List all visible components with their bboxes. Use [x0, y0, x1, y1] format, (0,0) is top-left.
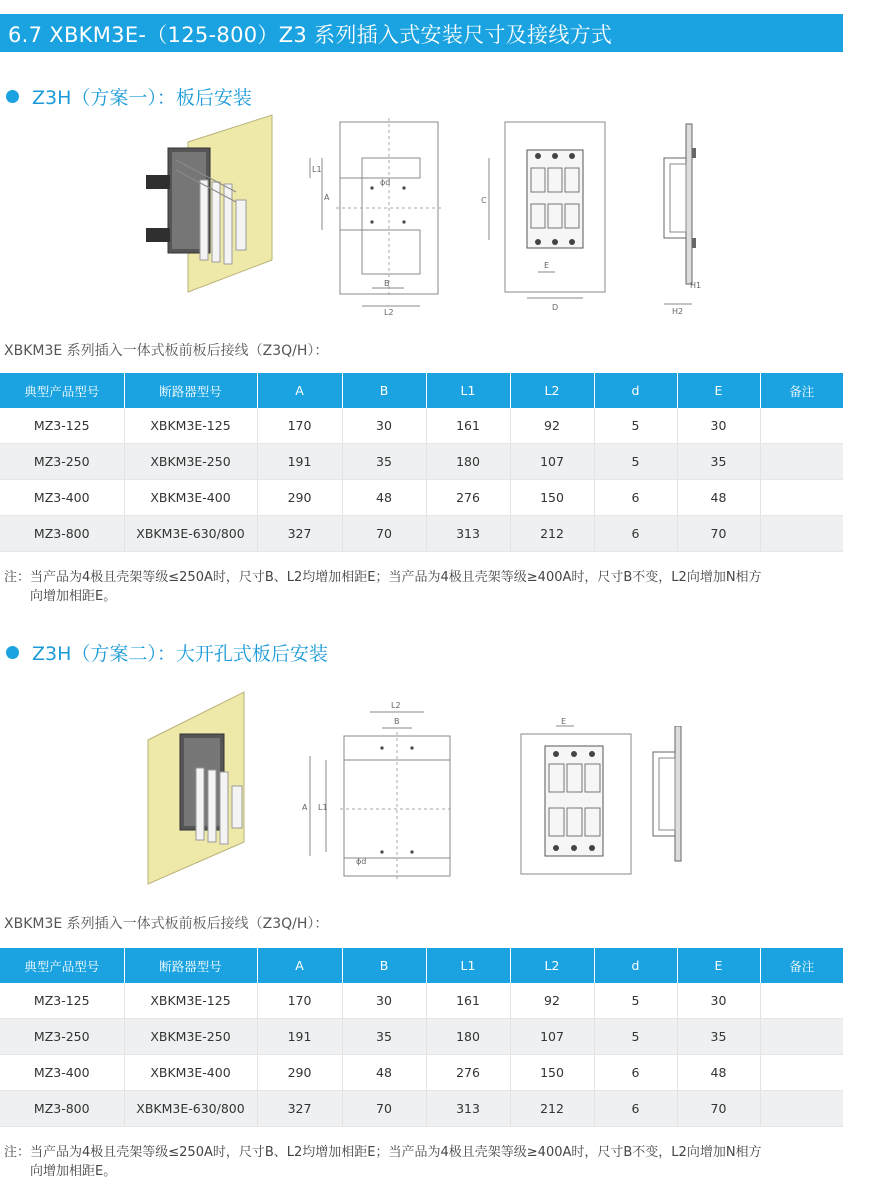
- table-header-row: [0, 373, 843, 408]
- bullet-dot-icon: [6, 90, 19, 103]
- cell-d: 5: [594, 983, 677, 1019]
- cell-L2: 150: [510, 480, 594, 516]
- col-header-A: A: [257, 948, 342, 983]
- cell-L1: 161: [426, 408, 510, 444]
- note-line-2: 向增加相距E。: [30, 1164, 117, 1179]
- table-row: [0, 983, 843, 1019]
- cell-E: 48: [677, 480, 760, 516]
- dim-label-d-2: ϕd: [356, 857, 367, 866]
- cell-E: 30: [677, 408, 760, 444]
- table-1-subtitle: XBKM3E 系列插入一体式板前板后接线（Z3Q/H）：: [4, 343, 329, 359]
- table-2-note: [4, 1143, 844, 1181]
- cell-L1: 180: [426, 444, 510, 480]
- cell-E: 35: [677, 1019, 760, 1055]
- cell-remark: [760, 983, 843, 1019]
- col-header-L1: L1: [426, 373, 510, 408]
- cell-B: 70: [342, 516, 426, 552]
- col-header-L2: L2: [510, 948, 594, 983]
- cell-product-model: MZ3-800: [0, 1091, 124, 1127]
- dim-label-A: A: [324, 193, 330, 202]
- cell-L2: 150: [510, 1055, 594, 1091]
- cell-A: 170: [257, 408, 342, 444]
- table-row: [0, 516, 843, 552]
- dim-label-E: E: [544, 261, 550, 270]
- cell-product-model: MZ3-250: [0, 1019, 124, 1055]
- cell-E: 70: [677, 516, 760, 552]
- table-row: [0, 444, 843, 480]
- table-row: [0, 480, 843, 516]
- col-header-L2: L2: [510, 373, 594, 408]
- section-1-heading-text: Z3H（方案一）：板后安装: [32, 87, 252, 109]
- cell-A: 170: [257, 983, 342, 1019]
- table-row: [0, 1055, 843, 1091]
- dim-label-C: C: [481, 196, 487, 205]
- col-header-E: E: [677, 948, 760, 983]
- table-row: [0, 1019, 843, 1055]
- cell-d: 6: [594, 1055, 677, 1091]
- cell-E: 48: [677, 1055, 760, 1091]
- cell-L1: 313: [426, 516, 510, 552]
- dim-label-L2: L2: [384, 308, 394, 317]
- cell-L1: 180: [426, 1019, 510, 1055]
- cell-breaker-model: XBKM3E-400: [124, 1055, 257, 1091]
- col-header-d: d: [594, 373, 677, 408]
- cell-L2: 107: [510, 444, 594, 480]
- cell-d: 6: [594, 1091, 677, 1127]
- cell-L2: 92: [510, 983, 594, 1019]
- cell-remark: [760, 1091, 843, 1127]
- cell-breaker-model: XBKM3E-630/800: [124, 1091, 257, 1127]
- cell-breaker-model: XBKM3E-630/800: [124, 516, 257, 552]
- cell-product-model: MZ3-125: [0, 408, 124, 444]
- dim-label-L2-2: L2: [391, 701, 401, 710]
- cell-product-model: MZ3-400: [0, 1055, 124, 1091]
- cell-breaker-model: XBKM3E-250: [124, 444, 257, 480]
- cell-L2: 92: [510, 408, 594, 444]
- cell-E: 30: [677, 983, 760, 1019]
- cell-E: 70: [677, 1091, 760, 1127]
- cell-remark: [760, 516, 843, 552]
- cell-A: 290: [257, 480, 342, 516]
- panel-cutout-drawing-2: [300, 692, 460, 882]
- note-line-2: 向增加相距E。: [30, 589, 117, 604]
- cell-L2: 212: [510, 516, 594, 552]
- dim-label-L1: L1: [312, 165, 322, 174]
- cell-A: 327: [257, 1091, 342, 1127]
- section-2-heading-text: Z3H（方案二）：大开孔式板后安装: [32, 643, 328, 665]
- cell-B: 35: [342, 1019, 426, 1055]
- cell-L2: 107: [510, 1019, 594, 1055]
- col-header-remark: 备注: [760, 373, 843, 408]
- table-1-note: [4, 568, 844, 606]
- col-header-remark: 备注: [760, 948, 843, 983]
- cell-product-model: MZ3-125: [0, 983, 124, 1019]
- large-cutout-3d-illustration: [140, 690, 270, 885]
- dim-label-A-2: A: [302, 803, 308, 812]
- dim-label-L1-2: L1: [318, 803, 328, 812]
- page-title-bar: [0, 14, 843, 52]
- cell-B: 48: [342, 1055, 426, 1091]
- dim-label-d: ϕd: [380, 178, 391, 187]
- cell-B: 30: [342, 983, 426, 1019]
- cell-product-model: MZ3-250: [0, 444, 124, 480]
- panel-cutout-drawing-1: [300, 118, 450, 318]
- col-header-d: d: [594, 948, 677, 983]
- cell-d: 6: [594, 516, 677, 552]
- cell-remark: [760, 1055, 843, 1091]
- cell-breaker-model: XBKM3E-125: [124, 983, 257, 1019]
- spec-table-1: [0, 373, 843, 552]
- cell-product-model: MZ3-800: [0, 516, 124, 552]
- dim-label-H1: H1: [690, 281, 702, 290]
- cell-L2: 212: [510, 1091, 594, 1127]
- table-2-subtitle: XBKM3E 系列插入一体式板前板后接线（Z3Q/H）：: [4, 916, 329, 932]
- cell-remark: [760, 444, 843, 480]
- front-view-drawing-2: [515, 716, 635, 876]
- bullet-dot-icon: [6, 646, 19, 659]
- col-header-E: E: [677, 373, 760, 408]
- col-header-B: B: [342, 948, 426, 983]
- dim-label-B: B: [384, 279, 390, 288]
- side-view-drawing-2: [645, 726, 695, 866]
- cell-B: 70: [342, 1091, 426, 1127]
- cell-breaker-model: XBKM3E-250: [124, 1019, 257, 1055]
- cell-remark: [760, 1019, 843, 1055]
- section-2-drawings: [0, 690, 882, 890]
- table-header-row: [0, 948, 843, 983]
- note-line-1: 注：当产品为4极且壳架等级≤250A时，尺寸B、L2均增加相距E；当产品为4极且壳架等级≥400A时，尺寸B不变，L2向增加N相方: [4, 570, 762, 585]
- cell-remark: [760, 408, 843, 444]
- section-1-drawings: [0, 110, 882, 325]
- cell-A: 191: [257, 1019, 342, 1055]
- cell-L1: 313: [426, 1091, 510, 1127]
- cell-d: 5: [594, 444, 677, 480]
- dim-label-B-2: B: [394, 717, 400, 726]
- cell-breaker-model: XBKM3E-125: [124, 408, 257, 444]
- cell-L1: 161: [426, 983, 510, 1019]
- cell-L1: 276: [426, 1055, 510, 1091]
- page-title: 6.7 XBKM3E-（125-800）Z3 系列插入式安装尺寸及接线方式: [8, 23, 613, 47]
- cell-B: 48: [342, 480, 426, 516]
- dim-label-D: D: [552, 303, 559, 312]
- dim-label-E-2: E: [561, 717, 567, 726]
- col-header-breaker-model: 断路器型号: [124, 948, 257, 983]
- col-header-A: A: [257, 373, 342, 408]
- cell-B: 30: [342, 408, 426, 444]
- table-row: [0, 1091, 843, 1127]
- col-header-product-model: 典型产品型号: [0, 948, 124, 983]
- cell-d: 6: [594, 480, 677, 516]
- note-line-1: 注：当产品为4极且壳架等级≤250A时，尺寸B、L2均增加相距E；当产品为4极且壳架等级≥400A时，尺寸B不变，L2向增加N相方: [4, 1145, 762, 1160]
- col-header-B: B: [342, 373, 426, 408]
- table-row: [0, 408, 843, 444]
- cell-A: 290: [257, 1055, 342, 1091]
- cell-E: 35: [677, 444, 760, 480]
- cell-breaker-model: XBKM3E-400: [124, 480, 257, 516]
- spec-table-2: [0, 948, 843, 1127]
- front-view-drawing-1: [475, 118, 615, 318]
- col-header-L1: L1: [426, 948, 510, 983]
- rear-mount-3d-illustration: [140, 110, 280, 310]
- dim-label-H2: H2: [672, 307, 684, 316]
- col-header-breaker-model: 断路器型号: [124, 373, 257, 408]
- cell-d: 5: [594, 408, 677, 444]
- cell-remark: [760, 480, 843, 516]
- cell-A: 191: [257, 444, 342, 480]
- cell-B: 35: [342, 444, 426, 480]
- cell-L1: 276: [426, 480, 510, 516]
- cell-product-model: MZ3-400: [0, 480, 124, 516]
- side-view-drawing-1: [650, 118, 730, 318]
- cell-d: 5: [594, 1019, 677, 1055]
- cell-A: 327: [257, 516, 342, 552]
- col-header-product-model: 典型产品型号: [0, 373, 124, 408]
